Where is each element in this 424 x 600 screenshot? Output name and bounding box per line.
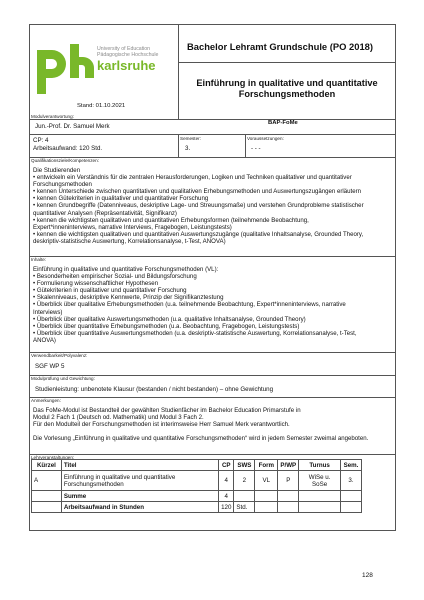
col-header-cp: CP [219, 460, 234, 471]
cell-empty [278, 502, 299, 513]
contents-line: • Überblick über qualitative Auswertungsmethoden (u.a. qualitative Inhaltsanalyse, Grounded Theory) [33, 315, 306, 323]
row-divider [29, 454, 396, 455]
workload-row [32, 502, 362, 513]
row-divider [29, 256, 396, 257]
qualification-line: • kennen Unterschiede zwischen quantitativen und qualitativen Erhebungsmethoden und Auswertungszugängen erläutern [33, 188, 362, 196]
courses-table [31, 459, 362, 513]
workload-hours: 120 [219, 502, 234, 513]
sum-label: Summe [61, 491, 218, 502]
contents-line: Einführung in qualitative und quantitative Forschungsmethoden (VL): [33, 266, 219, 273]
notes-line: Das FoMe-Modul ist Bestandteil der gewählten Studienfächer im Bachelor Education Primarstufe in [33, 407, 301, 414]
qualification-line: • kennen Gütekriterien in qualitativer und quantitativer Forschung [33, 195, 209, 203]
cell-empty [255, 491, 278, 502]
col-divider [245, 134, 246, 157]
header-title-divider [178, 62, 396, 63]
header-divider [178, 24, 179, 119]
notes-line: Die Vorlesung „Einführung in qualitative und quantitative Forschungsmethoden“ wird in jedem Semester zweimal angeboten. [33, 435, 369, 443]
qualification-line: Forschungsmethoden [33, 181, 92, 189]
responsible-value: Jun.-Prof. Dr. Samuel Merk [35, 123, 110, 130]
qualification-line: • kennen Grundbegriffe (Datenniveaus, deskriptive Lage- und Streuungsmaße) und verstehen Grundprobleme statistischer [33, 202, 364, 210]
usability-label: Verwendbarkeit/Polyvalenz: [31, 353, 88, 358]
courses-header-row [32, 460, 362, 471]
qualification-line: • kennen die wichtigsten qualitativen und quantitativen Erhebungsformen (teilnehmende Beobachtung, [33, 216, 309, 224]
contents-line: • Skalenniveaus, deskriptive Kennwerte, Prinzip der Signifikanztestung [33, 294, 224, 302]
contents-line: ANOVA) [33, 336, 56, 344]
col-header-titel: Titel [61, 460, 218, 471]
table-row [32, 471, 362, 491]
workload-unit: Std. [234, 502, 255, 513]
cell-kuerzel: A [32, 471, 62, 491]
notes-text [33, 407, 368, 442]
qualification-label: Qualifikationsziele/Kompetenzen: [31, 158, 99, 163]
cell-empty [278, 491, 299, 502]
cell-sws: 2 [234, 471, 255, 491]
cell-cp: 4 [219, 471, 234, 491]
courses-label: Lehrveranstaltungen: [31, 455, 75, 460]
module-title: Einführung in qualitative und quantitative Forschungsmethoden [196, 78, 378, 99]
workload: Arbeitsaufwand: 120 Std. [33, 145, 103, 152]
module-code: BAP-FoMe [268, 120, 298, 126]
cell-form: VL [255, 471, 278, 491]
cell-sem: 3. [340, 471, 361, 491]
qualification-line: • kennen die wichtigsten qualitativen und quantitativen Auswertungszugänge (qualitative Inhaltsanalyse, Grounded Theory, [33, 230, 364, 238]
row-divider [29, 397, 396, 398]
workload-label: Arbeitsaufwand in Stunden [61, 502, 218, 513]
cell-turnus: WiSe u. SoSe [299, 471, 341, 491]
contents-line: Interviews) [33, 308, 63, 316]
responsible-label: Modulverantwortung: [31, 114, 74, 119]
col-header-sws: SWS [234, 460, 255, 471]
col-header-kuerzel: Kürzel [32, 460, 62, 471]
qualification-line: quantitativer Analysen (Repräsentativität, Signifikanz) [33, 209, 177, 217]
program-title: Bachelor Lehramt Grundschule (PO 2018) [187, 41, 373, 52]
notes-blank-line [33, 428, 368, 435]
cell-empty [299, 502, 341, 513]
qualification-text [33, 167, 364, 245]
logo-line-university: University of Education [97, 46, 151, 52]
prerequisites-label: Voraussetzungen: [247, 136, 284, 141]
col-header-sem: Sem. [340, 460, 361, 471]
semester-label: Semester: [180, 136, 201, 141]
sum-cp: 4 [219, 491, 234, 502]
col-header-pwp: P/WP [278, 460, 299, 471]
cell-empty [32, 491, 62, 502]
notes-line: Für den Modulteil der Forschungsmethoden ist interimsweise Herr Samuel Merk verantwortlich. [33, 421, 290, 429]
col-divider [178, 134, 179, 157]
contents-line: • Überblick über qualitative Erhebungsmethoden (u.a. teilnehmende Beobachtung, Expert*inneninterviews, narrative [33, 301, 346, 309]
logo-city: karlsruhe [97, 58, 156, 73]
sum-row [32, 491, 362, 502]
semester-value: 3. [185, 145, 191, 152]
contents-line: • Gütekriterien in qualitativer und quantitativer Forschung [33, 287, 187, 295]
notes-label: Anmerkungen: [31, 398, 61, 403]
cell-empty [234, 491, 255, 502]
usability-value: SGF WP 5 [35, 363, 65, 370]
credit-points: CP: 4 [33, 137, 49, 144]
cell-titel: Einführung in qualitative und quantitative Forschungsmethoden [61, 471, 218, 491]
contents-label: Inhalte: [31, 257, 47, 262]
contents-line: • Überblick über quantitative Erhebungsmethoden (u.a. Beobachtung, Fragebogen, Leistungstests) [33, 322, 300, 330]
qualification-line: Expert*inneninterviews, narrative Interviews, Fragebogen, Leistungstests) [33, 223, 232, 231]
contents-line: • Formulierung wissenschaftlicher Hypothesen [33, 280, 159, 288]
notes-line: Modul 2 Fach 1 (Deutsch od. Mathematik) und Modul 3 Fach 2. [33, 414, 204, 422]
logo-text [97, 46, 158, 58]
row-divider [29, 134, 396, 135]
qualification-line: deskriptiv-statistische Auswertung, Korrelationsanalyse, t-Test, ANOVA) [33, 237, 226, 245]
cell-empty [255, 502, 278, 513]
qualification-line: Die Studierenden [33, 167, 81, 174]
row-divider [29, 119, 396, 120]
logo-line-hochschule: Pädagogische Hochschule [97, 52, 159, 58]
col-header-turnus: Turnus [299, 460, 341, 471]
page-number: 128 [362, 572, 373, 579]
contents-line: • Besonderheiten empirischer Sozial- und Bildungsforschung [33, 273, 197, 281]
exam-value: Studienleistung: unbenotete Klausur (bestanden / nicht bestanden) – ohne Gewichtung [35, 386, 274, 393]
ph-karlsruhe-logo [34, 44, 174, 100]
cell-empty [32, 502, 62, 513]
col-header-form: Form [255, 460, 278, 471]
cell-empty [340, 502, 361, 513]
cell-pwp: P [278, 471, 299, 491]
qualification-line: • entwickeln ein Verständnis für die zentralen Herausforderungen, Logiken und Techniken qualitativer und quantitativer [33, 174, 352, 182]
prerequisites-value: - - - [251, 145, 261, 152]
cell-empty [340, 491, 361, 502]
contents-line: • Überblick über quantitative Auswertungsmethoden (u.a. deskriptiv-statistische Auswertung, Korrelationsanalyse, t-Test, [33, 329, 357, 337]
contents-text [33, 266, 357, 344]
stand-date: Stand: 01.10.2021 [77, 103, 126, 109]
exam-label: Modulprüfung und Gewichtung: [31, 376, 95, 381]
cell-empty [299, 491, 341, 502]
